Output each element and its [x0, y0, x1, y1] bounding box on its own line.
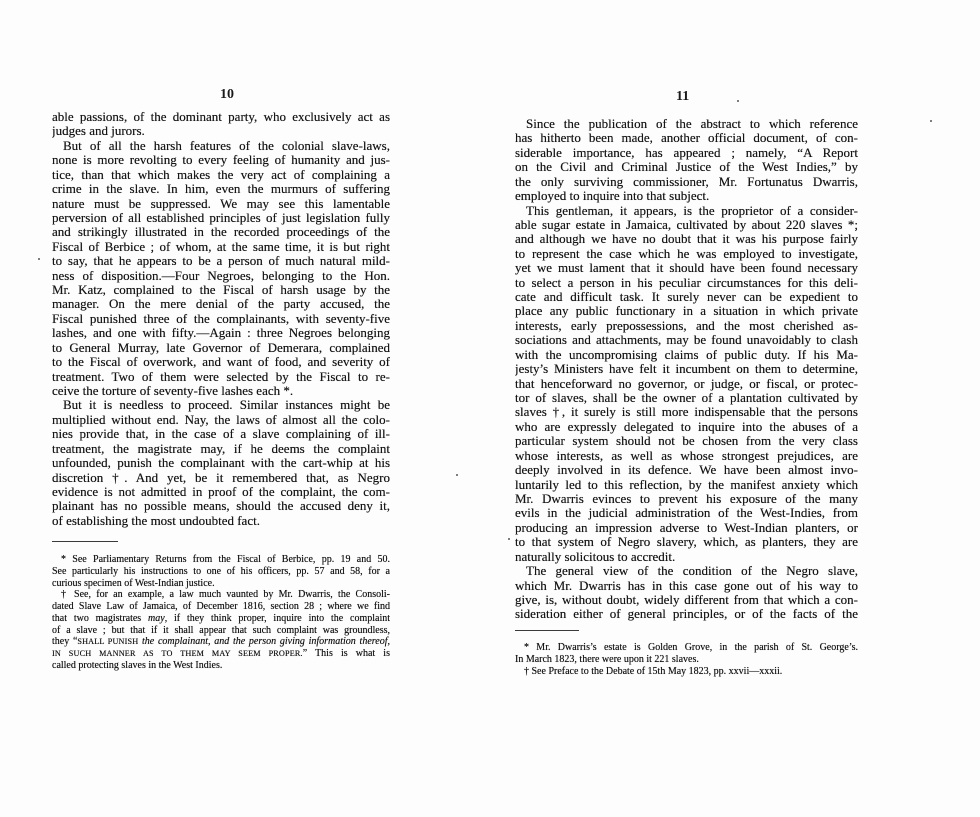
text-line: lashes, and one with fifty.—Again : three Negroes belonging: [52, 326, 390, 341]
text-line: and although we have no doubt that it was his purpose fairly: [515, 232, 858, 247]
text-line: of establishing the most undoubted fact.: [52, 513, 260, 528]
text-line: ceive the torture of seventy-five lashes each *.: [52, 384, 294, 399]
footnote-line: * See Parliamentary Returns from the Fiscal of Berbice, pp. 19 and 50.: [61, 554, 390, 565]
text-line: treatment. Two of them were selected by the Fiscal to re-: [52, 369, 390, 384]
footnote-line: [52, 613, 390, 625]
footnote-line: See particularly his instructions to one of his officers, pp. 57 and 58, for a: [52, 565, 390, 577]
footnote-line: called protecting slaves in the West Indies.: [52, 659, 223, 671]
text-line: Since the publication of the abstract to which reference: [526, 117, 858, 131]
text-line: producing an impression adverse to West-Indian planters, or: [515, 520, 858, 535]
text-line: manager. On the mere denial of the party accused, the: [52, 297, 390, 312]
italic-text: may: [148, 612, 165, 624]
text-line: evidence is not admitted in proof of the complaint, the com-: [52, 484, 390, 499]
text-line: particular system should not be chosen from the very class: [515, 434, 858, 449]
text-line: slaves †, it surely is still more indispensable that the persons: [515, 405, 858, 420]
page-number: 10: [220, 87, 234, 102]
text-line: treatment, the magistrate may, if he deems the complaint: [52, 441, 390, 456]
text-line: Mr. Katz, complained to the Fiscal of harsh usage by the: [52, 283, 390, 298]
text-line: on the Civil and Criminal Justice of the West Indies,” by: [515, 160, 858, 175]
page-number: 11: [676, 89, 690, 104]
footnote-line: † See Preface to the Debate of 15th May 1823, pp. xxvii—xxxii.: [524, 666, 783, 677]
text-line: interests, early prepossessions, and the most cherished as-: [515, 318, 858, 333]
text-line: none is more revolting to every feeling of humanity and jus-: [52, 153, 390, 168]
text-line: perversion of all established principles of just legislation fully: [52, 210, 390, 225]
text-line: unfounded, punish the complainant with the cart-whip at his: [52, 456, 390, 471]
text-line: jesty’s Ministers have felt it incumbent on them to determine,: [515, 362, 858, 377]
text-line: crime in the slave. In him, even the murmurs of suffering: [52, 182, 390, 197]
text-line: to General Murray, late Governor of Demerara, complained: [52, 340, 390, 355]
text-line: give, is, without doubt, widely different from that which a con-: [515, 592, 858, 607]
text-line: to say, that he appears to be a person of much natural mild-: [52, 254, 390, 269]
text-line: who are expressly delegated to inquire into the abuses of a: [515, 419, 858, 434]
text-line: ness of disposition.—Four Negroes, belonging to the Hon.: [52, 268, 390, 283]
scan-speck: [930, 120, 932, 122]
scan-speck: [737, 100, 739, 102]
footnote-line: dated Slave Law of Jamaica, of December 1816, section 28 ; where we find: [52, 601, 390, 612]
text-line: yet we must lament that it should have been found necessary: [515, 261, 858, 276]
scan-speck: [456, 474, 458, 476]
text-run: , if they think proper, inquire into the complaint: [164, 612, 390, 624]
text-line: plainant has no possible means, should the accused deny it,: [52, 499, 390, 514]
text-run: they “: [52, 636, 78, 648]
text-line: tor of slaves, shall be the owner of a plantation cultivated by: [515, 391, 858, 406]
text-line: Mr. Dwarris evinces to prevent his exposure of the many: [515, 491, 858, 506]
text-line: The general view of the condition of the Negro slave,: [526, 564, 858, 579]
footnotes: [52, 554, 390, 672]
small-caps-text: SHALL PUNISH: [77, 637, 139, 647]
text-run: ” This is what is: [302, 648, 390, 659]
footnote-line: * Mr. Dwarris’s estate is Golden Grove, in the parish of St. George’s.: [524, 642, 858, 653]
text-line: whose interests, as well as whose strongest prejudices, are: [515, 448, 858, 463]
text-line: able passions, of the dominant party, who exclusively act as: [52, 110, 390, 124]
small-caps-text: IN SUCH MANNER AS TO THEM MAY SEEM PROPER.: [52, 649, 303, 658]
text-line: that henceforward no governor, or judge, or fiscal, or protec-: [515, 376, 858, 391]
text-line: luntarily led to this reflection, by the manifest anxiety which: [515, 477, 858, 492]
text-line: naturally solicitous to accredit.: [515, 549, 676, 564]
text-line: But it is needless to proceed. Similar instances might be: [63, 398, 390, 413]
footnote-rule: [52, 541, 118, 542]
footnote-line: [52, 648, 390, 660]
text-line: to represent the case which he was employed to investigate,: [515, 246, 858, 261]
footnote-line: [52, 636, 390, 648]
text-line: multiplied without end. Nay, the laws of almost all the colo-: [52, 412, 390, 427]
text-line: sociations and attachments, may be found unavoidably to clash: [515, 333, 858, 348]
footnote-line: curious specimen of West-Indian justice.: [52, 577, 215, 589]
text-line: cate and difficult task. It surely never can be expedient to: [515, 290, 858, 305]
text-line: has hitherto been made, another official document, of con-: [515, 131, 858, 146]
text-line: to select a person in his peculiar circumstances for this deli-: [515, 275, 858, 290]
right-page: [460, 0, 980, 817]
text-line: This gentleman, it appears, is the proprietor of a consider-: [526, 203, 858, 218]
footnote-rule: [515, 630, 579, 631]
text-line: and strikingly illustrated in the recorded proceedings of the: [52, 225, 390, 240]
text-line: which Mr. Dwarris has in this case gone out of his way to: [515, 578, 858, 593]
text-line: to the Fiscal of overwork, and want of food, and severity of: [52, 355, 390, 370]
body-text: [52, 110, 390, 528]
left-page: [0, 0, 460, 817]
footnote-line: † See, for an example, a law much vaunted by Mr. Dwarris, the Consoli-: [61, 589, 390, 601]
text-line: Fiscal of Berbice ; of whom, at the same time, it is but right: [52, 239, 390, 254]
text-line: evils in the judicial administration of the West-Indies, from: [515, 506, 858, 521]
text-line: to that system of Negro slavery, which, as planters, they are: [515, 535, 858, 550]
text-line: deeply involved in its defence. We have been almost invo-: [515, 463, 858, 478]
text-line: judges and jurors.: [52, 124, 145, 139]
text-line: Fiscal punished three of the complainants, with seventy-five: [52, 311, 390, 326]
text-line: discretion †. And yet, be it remembered that, as Negro: [52, 470, 390, 485]
text-line: the only surviving commissioner, Mr. Fortunatus Dwarris,: [515, 174, 858, 189]
scan-speck: [508, 538, 510, 540]
text-line: sideration either of general principles, or of the facts of the: [515, 607, 858, 622]
text-run: that two magistrates: [52, 612, 149, 624]
text-line: nature must be suppressed. We may see this lamentable: [52, 196, 390, 211]
italic-text: the complainant, and the person giving information thereof,: [142, 636, 390, 648]
text-line: siderable importance, has appeared ; namely, “A Report: [515, 145, 858, 160]
body-text: [515, 117, 858, 622]
text-line: nies provide that, in the case of a slave complaining of ill-: [52, 427, 390, 442]
text-line: able sugar estate in Jamaica, cultivated by about 220 slaves *;: [515, 217, 858, 232]
text-line: employed to inquire into that subject.: [515, 189, 710, 204]
text-line: But of all the harsh features of the colonial slave-laws,: [63, 138, 390, 153]
text-line: tice, than that which makes the very act of complaining a: [52, 167, 390, 182]
footnote-line: of a slave ; but that if it shall appear that such complaint was groundless,: [52, 624, 390, 636]
text-line: with the uncompromising claims of public duty. If his Ma-: [515, 347, 858, 362]
footnote-line: In March 1823, there were upon it 221 slaves.: [515, 654, 699, 665]
scan-speck: [38, 258, 40, 260]
footnotes: [515, 642, 858, 678]
text-line: place any public functionary in a situation in which private: [515, 304, 858, 319]
